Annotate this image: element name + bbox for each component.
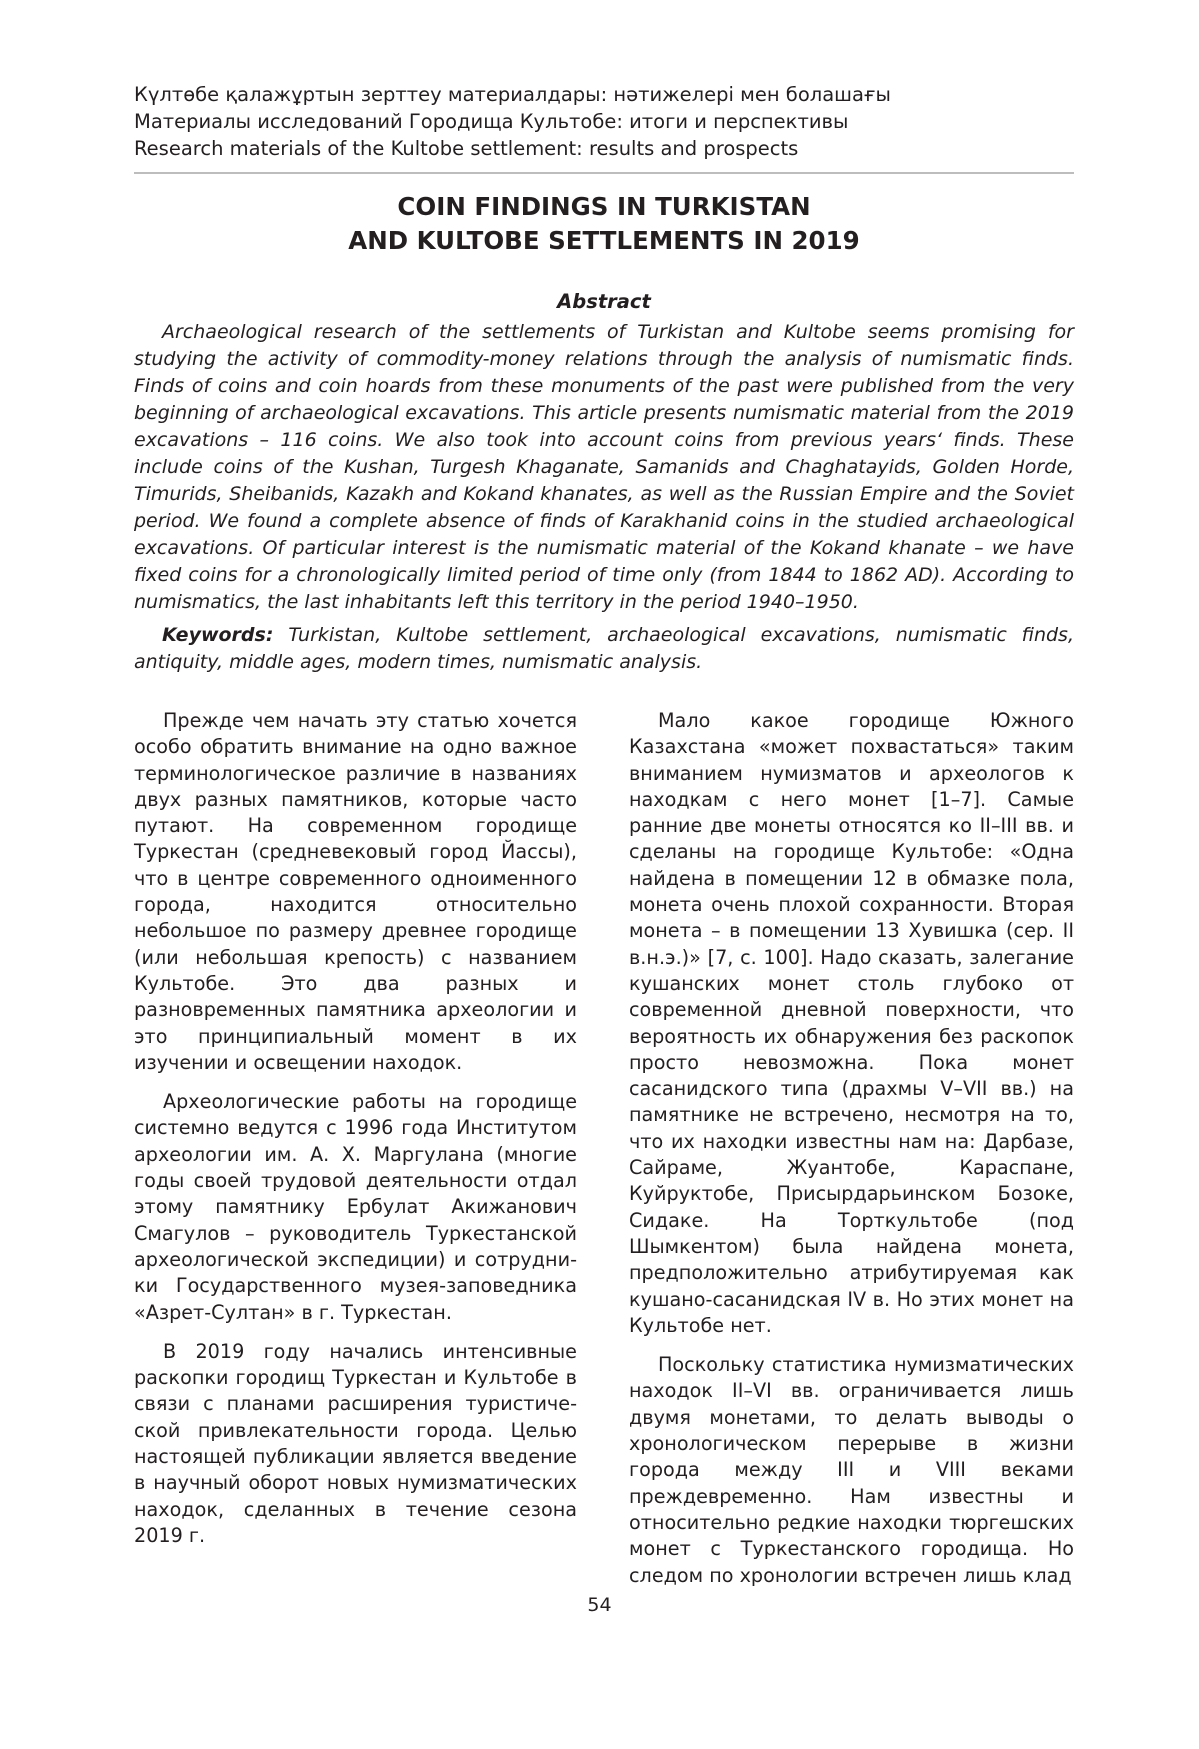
body-column-right	[629, 708, 1074, 1602]
page-number: 54	[587, 1594, 612, 1616]
paragraph: Мало какое городище Южного Казахстана «может похвастаться» таким вниманием нумизматов и археологов к находкам с него монет [1–7]. Самые ранние две монеты относятся ко II–III вв. и сделаны на городище Культобе: «Одна найдена в помещении 12 в обмазке пола, монета очень плохой сохранности. Вторая монета – в помещении 13 Хувишка (сер. II в.н.э.)» [7, с. 100]. Надо сказать, залегание кушанских монет столь глубоко от современной дневной поверхности, что вероятность их обнаружения без раскопок просто невозможна. Пока монет сасанидского типа (драхмы V–VII вв.) на памятнике не встречено, несмотря на то, что их находки известны нам на: Дарбазе, Сайраме, Жуантобе, Караспане, Куйруктобе, Присырдарьинском Бозоке, Сидаке. На Торткультобе (под Шымкентом) была найдена монета, предположительно атрибутируемая как кушано-сасанидская IV в. Но этих монет на Культобе нет.	[629, 709, 1074, 1337]
keywords	[134, 622, 1074, 676]
body-column-left	[134, 708, 577, 1562]
running-header	[134, 81, 1074, 162]
keywords-label: Keywords:	[162, 624, 274, 646]
paragraph: Поскольку статистика нумизматических находок II–VI вв. ограничивается лишь двумя монетами, то делать выводы о хронологическом перерыве в жизни города между III и VIII веками преждевременно. Нам известны и относительно редкие находки тюргешских монет с Туркестанского городища. Но следом по хронологии встречен лишь клад	[629, 1353, 1074, 1587]
article-title	[134, 190, 1074, 258]
abstract-heading: Abstract	[557, 290, 651, 313]
header-line-russian: Материалы исследований Городища Культобе: итоги и перспективы	[134, 110, 849, 133]
header-line-english: Research materials of the Kultobe settlement: results and prospects	[134, 137, 799, 160]
paragraph: В 2019 году начались интенсивные раскопки городищ Туркестан и Культобе в связи с планами расширения туристической привлекательности города. Целью настоящей публикации является введение в научный оборот новых нумизматических находок, сделанных в течение сезона 2019 г.	[134, 1339, 577, 1547]
header-line-kazakh: Күлтөбе қалажұртын зерттеу материалдары: нәтижелері мен болашағы	[134, 83, 891, 106]
header-divider	[134, 172, 1074, 174]
title-line-2: AND KULTOBE SETTLEMENTS IN 2019	[348, 226, 860, 255]
paragraph: Прежде чем начать эту статью хочется особо обратить внимание на одно важное терминологическое различие в названиях двух разных памятников, которые часто путают. На современном городище Туркестан (средневековый город Йассы), что в центре современного одноименного города, находится относительно небольшое по размеру древнее городище (или небольшая крепость) с названием Культобе. Это два разных и разновременных памятника археологии и это принципиальный момент в их изучении и освещении находок.	[134, 709, 577, 1074]
abstract-text: Archaeological research of the settlements of Turkistan and Kultobe seems promising for studying the activity of commodity-money relations through the analysis of numismatic finds. Finds of coins and coin hoards from these monuments of the past were published from the very beginning of archaeological excavations. This article presents numismatic material from the 2019 excavations – 116 coins. We also took into account coins from previous years‘ finds. These include coins of the Kushan, Turgesh Khaganate, Samanids and Chaghatayids, Golden Horde, Timurids, Sheibanids, Kazakh and Kokand khanates, as well as the Russian Empire and the Soviet period. We found a complete absence of finds of Karakhanid coins in the studied archaeological excavations. Of particular interest is the numismatic material of the Kokand khanate – we have fixed coins for a chronologically limited period of time only (from 1844 to 1862 AD). According to numismatics, the last inhabitants left this territory in the period 1940–1950.	[134, 321, 1074, 613]
paragraph: Археологические работы на городище системно ведутся с 1996 года Институтом археологии им. А. Х. Маргулана (многие годы своей трудовой деятельности отдал этому памятнику Ербулат Акижанович Смагулов – руководитель Туркестанской археологической экспедиции) и сотрудники Государственного музея-заповедника «Азрет-Султан» в г. Туркестан.	[134, 1090, 577, 1324]
keywords-list: Turkistan, Kultobe settlement, archaeological excavations, numismatic finds, antiquity, middle ages, modern times, numismatic analysis.	[134, 624, 1074, 673]
title-line-1: COIN FINDINGS IN TURKISTAN	[397, 192, 811, 221]
